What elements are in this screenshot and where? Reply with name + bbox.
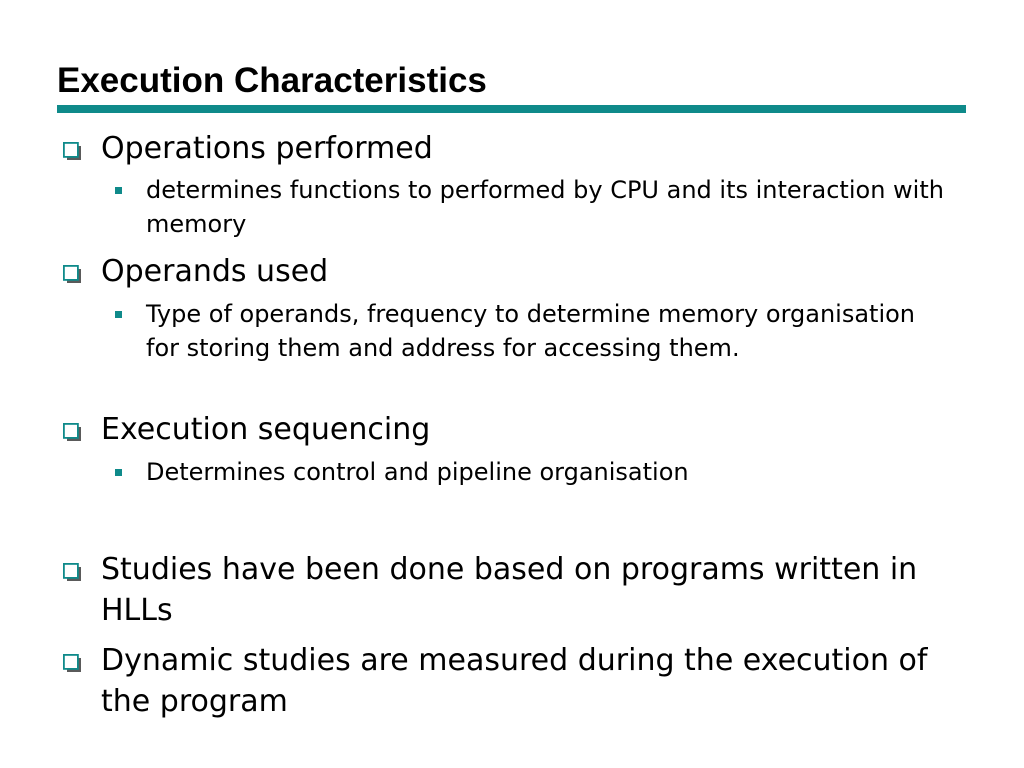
bullet-text: Operations performed bbox=[101, 131, 433, 166]
hollow-square-checkbox-icon bbox=[63, 654, 81, 672]
filled-square-icon bbox=[115, 311, 122, 318]
sub-bullet-text: determines functions to performed by CPU and its interaction with memory bbox=[146, 176, 944, 238]
bullet-item bbox=[63, 549, 943, 631]
sub-bullet-item bbox=[115, 297, 955, 365]
bullet-item bbox=[63, 409, 943, 450]
bullet-item bbox=[63, 128, 943, 169]
hollow-square-checkbox-icon bbox=[63, 563, 81, 581]
slide-title: Execution Characteristics bbox=[57, 61, 487, 100]
sub-bullet-item bbox=[115, 455, 955, 489]
bullet-text: Execution sequencing bbox=[101, 412, 431, 447]
bullet-text: Studies have been done based on programs written in HLLs bbox=[101, 552, 918, 628]
sub-bullet-text: Type of operands, frequency to determine memory organisation for storing them and address for accessing them. bbox=[146, 300, 916, 362]
bullet-item bbox=[63, 640, 943, 722]
hollow-square-checkbox-icon bbox=[63, 142, 81, 160]
hollow-square-checkbox-icon bbox=[63, 265, 81, 283]
hollow-square-checkbox-icon bbox=[63, 423, 81, 441]
sub-bullet-text: Determines control and pipeline organisation bbox=[146, 458, 689, 486]
filled-square-icon bbox=[115, 469, 122, 476]
bullet-text: Dynamic studies are measured during the execution of the program bbox=[101, 643, 928, 719]
filled-square-icon bbox=[115, 187, 122, 194]
bullet-item bbox=[63, 251, 943, 292]
bullet-text: Operands used bbox=[101, 254, 329, 289]
sub-bullet-item bbox=[115, 173, 955, 241]
